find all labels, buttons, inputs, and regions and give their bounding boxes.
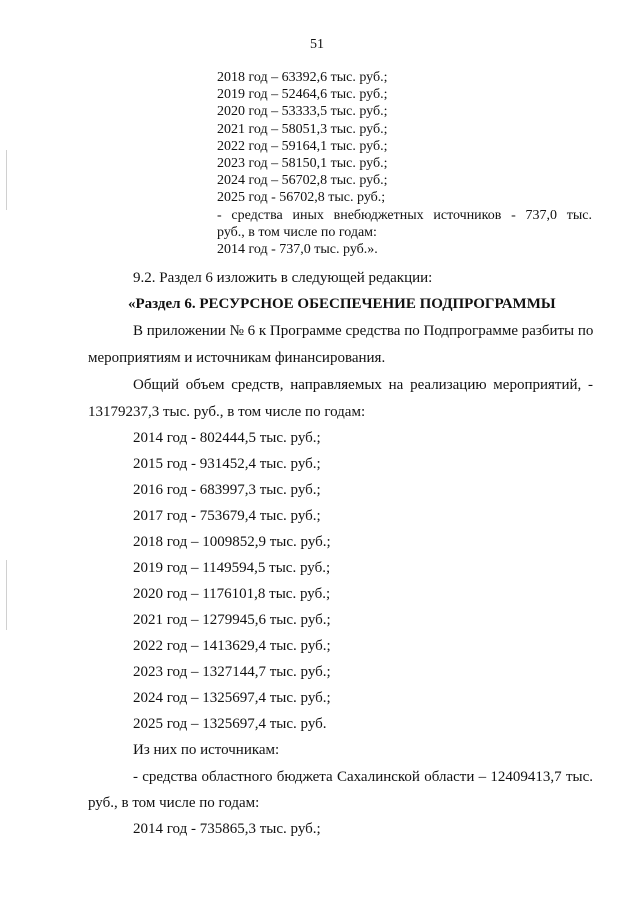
sources-heading: Из них по источникам:: [133, 742, 280, 758]
item-9-2: 9.2. Раздел 6 изложить в следующей редакции:: [133, 270, 433, 286]
list-item: 2016 год - 683997,3 тыс. руб.;: [133, 482, 321, 498]
extra-sources-line: - средства иных внебюджетных источников - 737,0 тыс.: [217, 207, 592, 223]
scan-edge-mark: [6, 560, 7, 630]
section-title: «Раздел 6. РЕСУРСНОЕ ОБЕСПЕЧЕНИЕ ПОДПРОГРАММЫ: [128, 296, 556, 312]
list-item: 2018 год – 63392,6 тыс. руб.;: [217, 70, 388, 85]
list-item: 2021 год – 58051,3 тыс. руб.;: [217, 121, 388, 137]
list-item: 2023 год – 58150,1 тыс. руб.;: [217, 156, 388, 172]
paragraph-line: мероприятиям и источникам финансирования.: [88, 350, 386, 366]
list-item: 2019 год – 52464,6 тыс. руб.;: [217, 87, 388, 103]
top-year-list: [217, 69, 592, 258]
extra-sources-line: 2014 год - 737,0 тыс. руб.».: [217, 242, 378, 258]
list-item: 2024 год – 1325697,4 тыс. руб.;: [133, 690, 331, 706]
paragraph-line: - средства областного бюджета Сахалинской области – 12409413,7 тыс.: [133, 769, 593, 785]
list-item: 2022 год – 1413629,4 тыс. руб.;: [133, 638, 331, 654]
list-item: 2024 год – 56702,8 тыс. руб.;: [217, 173, 388, 189]
list-item: 2018 год – 1009852,9 тыс. руб.;: [133, 534, 331, 550]
list-item: 2023 год – 1327144,7 тыс. руб.;: [133, 664, 331, 680]
list-item: 2015 год - 931452,4 тыс. руб.;: [133, 456, 321, 472]
list-item: 2014 год - 802444,5 тыс. руб.;: [133, 430, 321, 446]
paragraph-line: руб., в том числе по годам:: [88, 795, 260, 811]
list-item: 2019 год – 1149594,5 тыс. руб.;: [133, 560, 331, 576]
list-item: 2020 год – 53333,5 тыс. руб.;: [217, 104, 388, 120]
extra-sources-line: руб., в том числе по годам:: [217, 224, 377, 240]
page-number: 51: [310, 37, 324, 52]
scan-edge-mark: [6, 150, 7, 210]
paragraph-line: В приложении № 6 к Программе средства по Подпрограмме разбиты по: [133, 323, 594, 339]
list-item: 2014 год - 735865,3 тыс. руб.;: [133, 821, 321, 837]
paragraph-line: Общий объем средств, направляемых на реализацию мероприятий, -: [133, 377, 593, 393]
list-item: 2020 год – 1176101,8 тыс. руб.;: [133, 586, 331, 602]
list-item: 2025 год - 56702,8 тыс. руб.;: [217, 190, 386, 206]
list-item: 2021 год – 1279945,6 тыс. руб.;: [133, 612, 331, 628]
paragraph-line: 13179237,3 тыс. руб., в том числе по годам:: [88, 404, 366, 420]
list-item: 2022 год – 59164,1 тыс. руб.;: [217, 138, 388, 154]
list-item: 2025 год – 1325697,4 тыс. руб.: [133, 716, 327, 732]
list-item: 2017 год - 753679,4 тыс. руб.;: [133, 508, 321, 524]
